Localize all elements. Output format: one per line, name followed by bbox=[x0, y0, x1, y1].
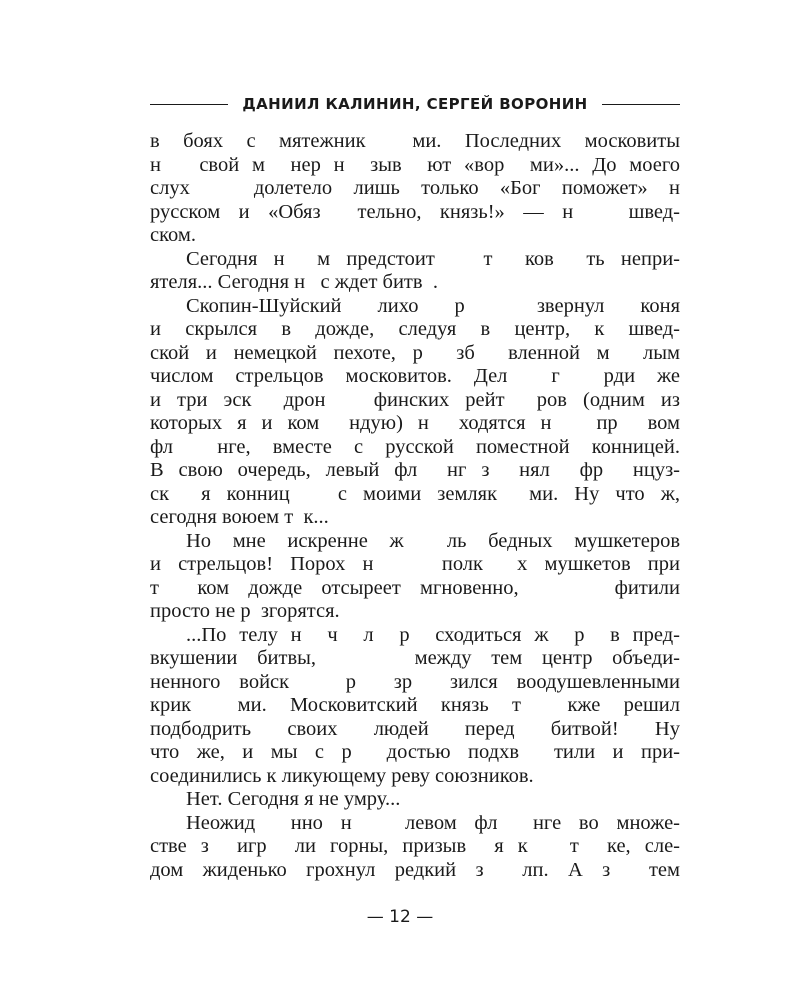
running-head bbox=[150, 92, 680, 116]
text-line: Но мне искренне ж ль бедных мушкетеров bbox=[186, 529, 680, 552]
text-line: крик ми. Московитский князь т кже решил bbox=[150, 694, 680, 716]
text-line: дом жиденько грохнул редкий з лп. А з тем bbox=[150, 858, 680, 881]
text-line: фл нге, вместе с русской поместной конницей. bbox=[150, 435, 680, 458]
text-line: русском и «Обяз тельно, князь!» — н швед- bbox=[150, 200, 680, 223]
text-line: ятеля... Сегодня н с ждет битв . bbox=[150, 271, 438, 293]
text-line: ской и немецкой пехоте, р зб вленной м лым bbox=[150, 341, 680, 364]
text-line: сегодня воюем т к... bbox=[150, 506, 329, 528]
text-line: числом стрельцов московитов. Дел г рди же bbox=[150, 365, 680, 387]
body-text bbox=[150, 130, 680, 882]
text-line: которых я и ком ндую) н ходятся н пр вом bbox=[150, 412, 680, 434]
text-line: Неожид нно н левом фл нге во множе- bbox=[186, 811, 680, 834]
text-line: соединились к ликующему реву союзников. bbox=[150, 764, 534, 787]
text-line: ...По телу н ч л р сходиться ж р в пред- bbox=[186, 623, 680, 646]
text-line: слух долетело лишь только «Бог поможет» н bbox=[150, 177, 680, 199]
text-line: что же, и мы с р достью подхв тили и при- bbox=[150, 741, 680, 763]
text-line: и три эск дрон финских рейт ров (одним из bbox=[150, 388, 680, 411]
text-line: Сегодня н м предстоит т ков ть непри- bbox=[186, 247, 680, 270]
running-head-title: ДАНИИЛ КАЛИНИН, СЕРГЕЙ ВОРОНИН bbox=[242, 95, 588, 113]
text-line: и стрельцов! Порох н полк х мушкетов при bbox=[150, 553, 680, 575]
text-line: Нет. Сегодня я не умру... bbox=[186, 788, 401, 810]
text-line: и скрылся в дожде, следуя в центр, к швед- bbox=[150, 318, 680, 340]
text-line: подбодрить своих людей перед битвой! Ну bbox=[150, 717, 680, 740]
text-line: н свой м нер н зыв ют «вор ми»... До моего bbox=[150, 153, 680, 176]
text-line: т ком дожде отсыреет мгновенно, фитили bbox=[150, 576, 680, 599]
text-line: вкушении битвы, между тем центр объеди- bbox=[150, 647, 680, 669]
page-number: — 12 — bbox=[366, 907, 434, 927]
running-head-rule-right bbox=[602, 104, 680, 105]
text-line: просто не р згорятся. bbox=[150, 600, 340, 622]
running-head-rule-left bbox=[150, 104, 228, 105]
text-line: ск я конниц с моими земляк ми. Ну что ж, bbox=[150, 482, 680, 505]
text-line: в боях с мятежник ми. Последних московиты bbox=[150, 130, 680, 152]
text-line: Скопин-Шуйский лихо р звернул коня bbox=[186, 294, 680, 317]
text-line: стве з игр ли горны, призыв я к т ке, сле- bbox=[150, 835, 680, 857]
text-line: ненного войск р зр зился воодушевленными bbox=[150, 670, 680, 693]
text-line: ском. bbox=[150, 224, 196, 246]
text-line: В свою очередь, левый фл нг з нял фр нцуз- bbox=[150, 459, 680, 481]
